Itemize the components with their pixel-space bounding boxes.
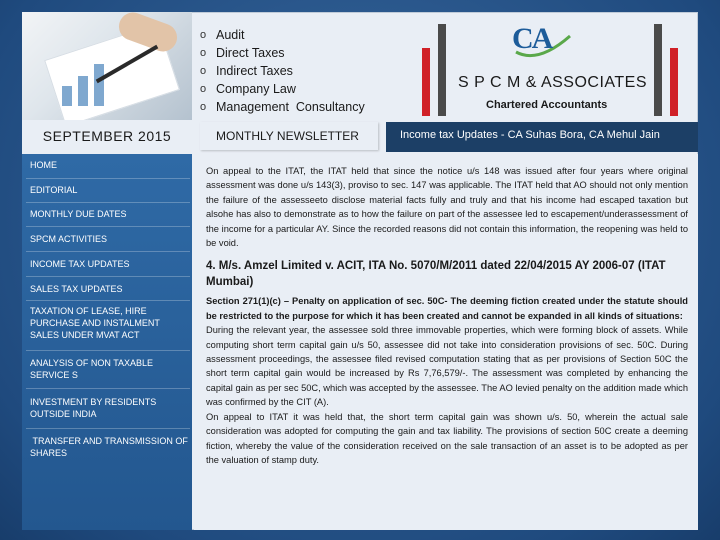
update-banner: Income tax Updates - CA Suhas Bora, CA Mehul Jain xyxy=(386,122,698,152)
body-paragraph: On appeal to ITAT it was held that, the short term capital gain was shown u/s. 50, wherein the actual sale consideration was adopted for computing the gain and tax liability. The provisions of section 50C create a deeming fiction, whereby the value of the consideration received on the sale transaction of an asset is to be adopted as per the valuation of stamp duty. xyxy=(206,411,688,465)
sidebar-item-non-taxable-services[interactable]: ANALYSIS OF NON TAXABLE SERVICE S xyxy=(30,358,154,380)
sidebar-item-transfer-of-shares[interactable]: TRANSFER AND TRANSMISSION OF SHARES xyxy=(30,436,191,458)
logo-bar-dark-left xyxy=(438,24,446,116)
case-title: 4. M/s. Amzel Limited v. ACIT, ITA No. 5070/M/2011 dated 22/04/2015 AY 2006-07 (ITAT Mumbai) xyxy=(206,260,666,289)
service-item: o Audit xyxy=(200,28,245,42)
bullet-icon: o xyxy=(200,47,207,59)
intro-paragraph: On appeal to the ITAT, the ITAT held that since the notice u/s 148 was issued after four years where original assessment was done u/s 143(3), proviso to sec. 147 was applicable. The ITAT held that AO should not only mention the failure of the assesseeto disclose material facts fully and truly and that his income had escaped taxation but alsohe has also to demonstrate as to how the failure on part of the assessee led to escapement/underassessment of the income for a particular AY. Since the recorded reasons did not contain this information, the reopening was held to be void. xyxy=(206,166,688,249)
sidebar-divider xyxy=(26,300,190,301)
main-content xyxy=(194,154,698,530)
service-item: o Indirect Taxes xyxy=(200,64,293,78)
sidebar-item-sales-tax-updates[interactable]: SALES TAX UPDATES xyxy=(30,284,123,294)
service-item: o Company Law xyxy=(200,82,296,96)
logo-bar-dark-right xyxy=(654,24,662,116)
bullet-icon: o xyxy=(200,83,207,95)
sidebar-item-income-tax-updates[interactable]: INCOME TAX UPDATES xyxy=(30,259,130,269)
body-paragraph: During the relevant year, the assessee sold three immovable properties, which were forming block of assets. While computing short term capital gain u/s 50, assessee did not take into consideration provisions of sec. 50C. During assessment proceedings, the assessee filed revised computation stating that as per provisions of Section 50C the short term capital gain would be increased by Rs 7,76,579/-. The assessment was completed by enhancing the capital gain as per sec 50C, which was accepted by the assessee. The AO levied penalty on the addition made which was confirmed by the CIT (A). xyxy=(206,325,689,408)
bullet-icon: o xyxy=(200,101,207,113)
sidebar-divider xyxy=(26,350,190,351)
sidebar-item-investment-outside-india[interactable]: INVESTMENT BY RESIDENTS OUTSIDE INDIA xyxy=(30,397,157,419)
sidebar-item-spcm-activities[interactable]: SPCM ACTIVITIES xyxy=(30,234,108,244)
sidebar-item-monthly-due-dates[interactable]: MONTHLY DUE DATES xyxy=(30,209,127,219)
section-heading: Section 271(1)(c) – Penalty on application of sec. 50C- The deeming fiction created under the statute should be restricted to the purpose for which it has been created and cannot be expanded in all kinds of situations: xyxy=(206,296,688,321)
issue-month: SEPTEMBER 2015 xyxy=(22,120,192,154)
sidebar-divider xyxy=(26,251,190,252)
sidebar-divider xyxy=(26,178,190,179)
sidebar-divider xyxy=(26,388,190,389)
firm-subtitle: Chartered Accountants xyxy=(486,99,608,111)
sidebar-nav xyxy=(22,154,192,530)
sidebar-item-editorial[interactable]: EDITORIAL xyxy=(30,185,78,195)
bullet-icon: o xyxy=(200,65,207,77)
header-photo xyxy=(22,12,192,120)
sidebar-divider xyxy=(26,276,190,277)
sidebar-divider xyxy=(26,202,190,203)
sidebar-item-home[interactable]: HOME xyxy=(30,160,57,170)
ca-logo-text: CA xyxy=(512,22,552,55)
services-list xyxy=(200,26,365,116)
logo-bar-red-left xyxy=(422,48,430,116)
service-item: o Management Consultancy xyxy=(200,100,365,114)
service-item: o Direct Taxes xyxy=(200,46,285,60)
logo-bar-red-right xyxy=(670,48,678,116)
sidebar-divider xyxy=(26,428,190,429)
bullet-icon: o xyxy=(200,29,207,41)
firm-name: S P C M & ASSOCIATES xyxy=(458,74,648,91)
sidebar-divider xyxy=(26,226,190,227)
newsletter-label: MONTHLY NEWSLETTER xyxy=(200,122,378,150)
sidebar-item-taxation-of-lease[interactable]: TAXATION OF LEASE, HIRE PURCHASE AND INSTALMENT SALES UNDER MVAT ACT xyxy=(30,306,160,340)
